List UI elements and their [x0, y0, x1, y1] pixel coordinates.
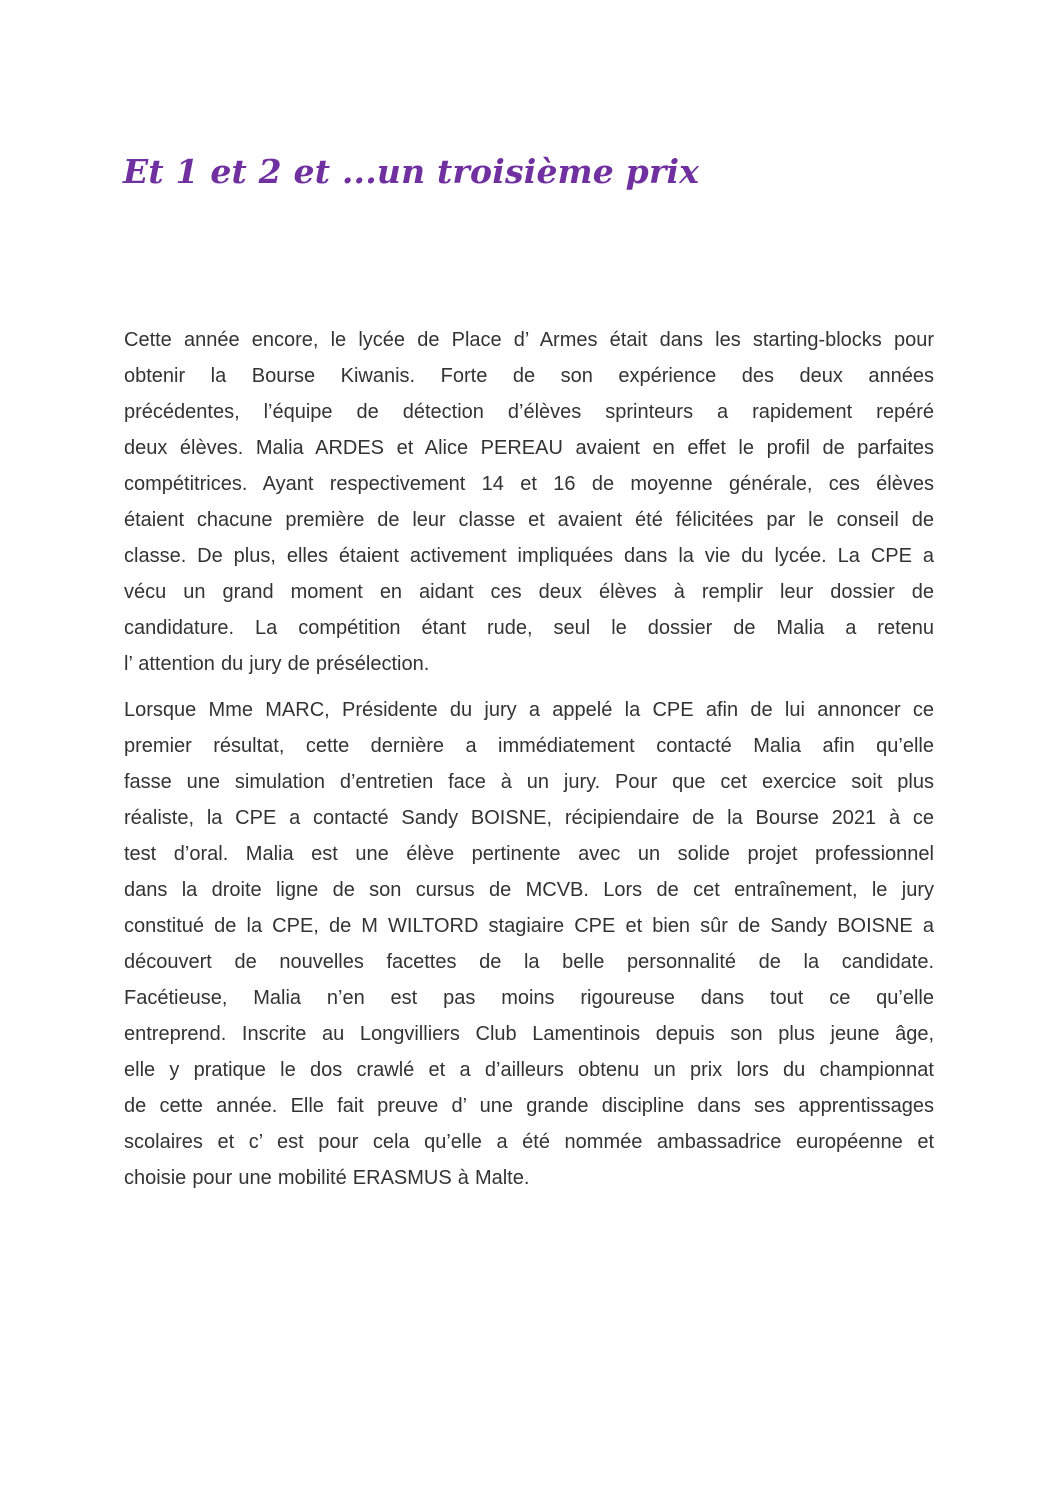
- text-line: scolaires et c’ est pour cela qu’elle a été nommée ambassadrice européenne et: [124, 1131, 934, 1153]
- text-line: entreprend. Inscrite au Longvilliers Club Lamentinois depuis son plus jeune âge,: [124, 1023, 934, 1045]
- text-line: compétitrices. Ayant respectivement 14 et 16 de moyenne générale, ces élèves: [124, 473, 934, 495]
- text-line: découvert de nouvelles facettes de la belle personnalité de la candidate.: [124, 951, 934, 973]
- text-line: candidature. La compétition étant rude, seul le dossier de Malia a retenu: [124, 617, 934, 639]
- text-line: réaliste, la CPE a contacté Sandy BOISNE, récipiendaire de la Bourse 2021 à ce: [124, 807, 934, 829]
- text-line: l’ attention du jury de présélection.: [124, 653, 430, 675]
- text-line: précédentes, l’équipe de détection d’élèves sprinteurs a rapidement repéré: [124, 401, 934, 423]
- text-line: Facétieuse, Malia n’en est pas moins rigoureuse dans tout ce qu’elle: [124, 987, 934, 1009]
- paragraph: [124, 692, 934, 1196]
- text-line: deux élèves. Malia ARDES et Alice PEREAU avaient en effet le profil de parfaites: [124, 437, 934, 459]
- text-line: fasse une simulation d’entretien face à un jury. Pour que cet exercice soit plus: [124, 771, 934, 793]
- text-line: obtenir la Bourse Kiwanis. Forte de son expérience des deux années: [124, 365, 934, 387]
- text-line: dans la droite ligne de son cursus de MCVB. Lors de cet entraînement, le jury: [124, 879, 934, 901]
- text-line: de cette année. Elle fait preuve d’ une grande discipline dans ses apprentissages: [124, 1095, 934, 1117]
- text-line: classe. De plus, elles étaient activement impliquées dans la vie du lycée. La CPE a: [124, 545, 934, 567]
- text-line: étaient chacune première de leur classe et avaient été félicitées par le conseil de: [124, 509, 934, 531]
- text-line: choisie pour une mobilité ERASMUS à Malte.: [124, 1167, 530, 1189]
- document-body: [124, 322, 934, 1206]
- text-line: premier résultat, cette dernière a immédiatement contacté Malia afin qu’elle: [124, 735, 934, 757]
- text-line: Cette année encore, le lycée de Place d’ Armes était dans les starting-blocks pour: [124, 329, 934, 351]
- text-line: Lorsque Mme MARC, Présidente du jury a appelé la CPE afin de lui annoncer ce: [124, 699, 934, 721]
- text-line: constitué de la CPE, de M WILTORD stagiaire CPE et bien sûr de Sandy BOISNE a: [124, 915, 934, 937]
- text-line: vécu un grand moment en aidant ces deux élèves à remplir leur dossier de: [124, 581, 934, 603]
- text-line: elle y pratique le dos crawlé et a d’ailleurs obtenu un prix lors du championnat: [124, 1059, 934, 1081]
- page-title: Et 1 et 2 et ...un troisième prix: [123, 152, 700, 191]
- paragraph: [124, 322, 934, 682]
- text-line: test d’oral. Malia est une élève pertinente avec un solide projet professionnel: [124, 843, 934, 865]
